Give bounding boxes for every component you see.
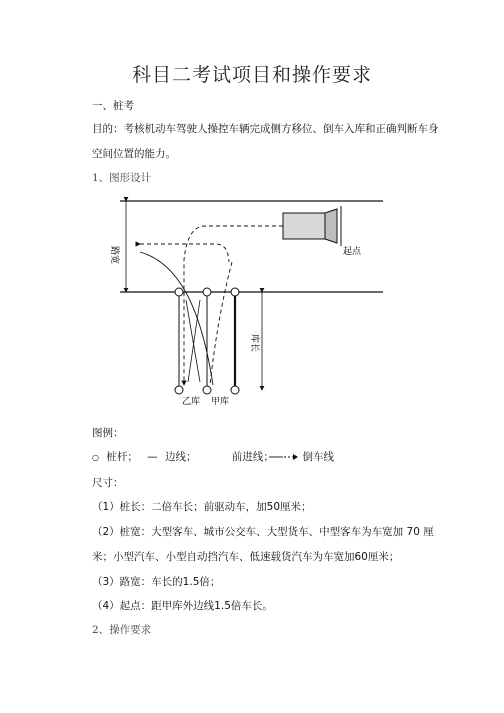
pole-marker — [203, 288, 211, 296]
car-front-icon — [325, 209, 337, 243]
garage-a-label: 甲库 — [211, 397, 230, 407]
garage-b-label: 乙库 — [182, 397, 201, 407]
dimension-item-2-line2: 米；小型汽车、小型自动挡汽车、低速载货汽车为车宽加60厘米； — [92, 551, 400, 563]
legend-edge-text: 边线； — [165, 451, 197, 463]
garage-length-label: 库长 — [249, 334, 259, 353]
legend-reverse-text: 倒车线 — [302, 451, 335, 463]
car-icon — [283, 213, 325, 239]
dimensions-heading: 尺寸： — [92, 477, 124, 489]
dimension-item-2-line1: （2）桩宽：大型客车、城市公交车、大型货车、中型客车为车宽加 70 厘 — [92, 526, 434, 538]
forward-path — [140, 252, 213, 385]
page-title: 科目二考试项目和操作要求 — [131, 64, 372, 86]
pole-icon: ○ — [92, 453, 99, 462]
forward-arrow-icon — [269, 453, 299, 461]
legend-heading: 图例： — [92, 427, 124, 439]
dimension-item-3: （3）路宽：车长的1.5倍； — [92, 576, 221, 588]
dimension-item-1: （1）桩长：二倍车长；前驱动车，加50厘米； — [92, 501, 312, 513]
start-point-label: 起点 — [343, 247, 362, 257]
legend-pole-text: 桩杆； — [106, 451, 138, 463]
purpose-text-line1: 目的：考核机动车驾驶人操控车辆完成侧方移位、倒车入库和正确判断车身 — [92, 123, 439, 135]
zigzag-path — [186, 300, 200, 382]
purpose-text-line2: 空间位置的能力。 — [92, 148, 176, 160]
pole-marker — [175, 288, 183, 296]
legend-forward-text: 前进线； — [231, 451, 274, 463]
subsection-figure-design: 1、图形设计 — [92, 172, 152, 184]
section-heading-pile-test: 一、桩考 — [92, 100, 134, 112]
pole-marker — [231, 288, 239, 296]
pole-marker — [203, 386, 211, 394]
edge-line-icon: — — [147, 451, 158, 463]
legend-row — [92, 449, 334, 464]
pole-marker — [175, 386, 183, 394]
dimension-item-4: （4）起点：距甲库外边线1.5倍车长。 — [92, 600, 273, 612]
subsection-operation-requirements: 2、操作要求 — [92, 624, 152, 636]
lane-width-label: 路宽 — [109, 246, 119, 265]
reverse-path-2 — [210, 262, 232, 385]
pole-marker — [231, 386, 239, 394]
